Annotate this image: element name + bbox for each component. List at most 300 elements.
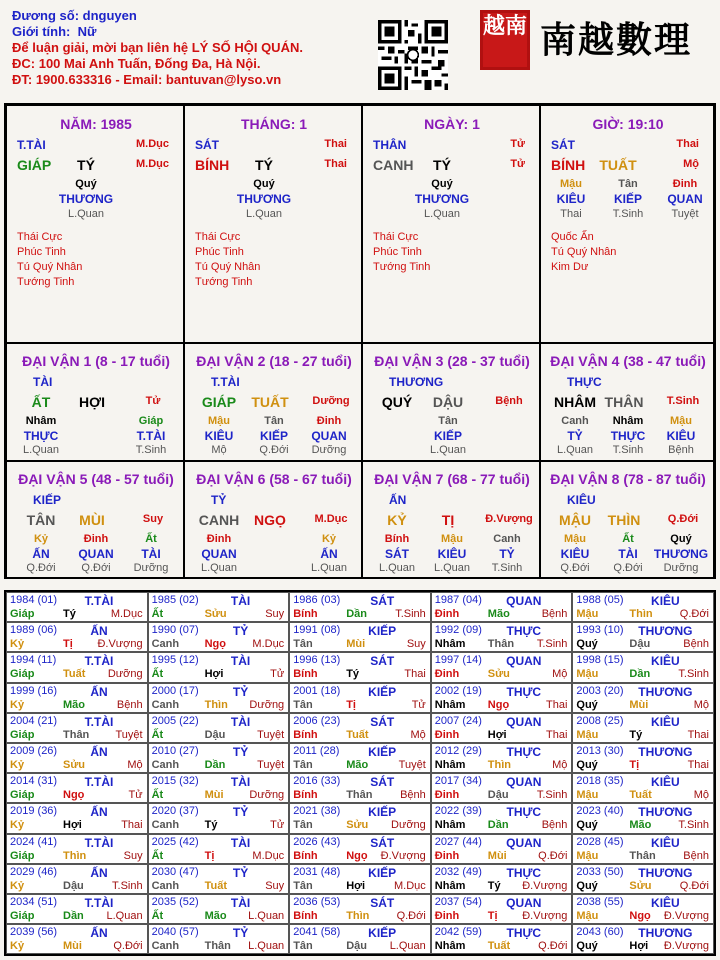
year-stage: Đ.Vượng bbox=[522, 879, 568, 892]
heavenly-stem: BÍNH bbox=[551, 157, 586, 173]
dai-van-stem: KỶ bbox=[387, 512, 407, 528]
year-ten-god: T.TÀI bbox=[84, 714, 114, 729]
dai-van-stem: TÂN bbox=[26, 512, 56, 528]
year-stem: Bính bbox=[293, 728, 318, 741]
annual-luck-grid bbox=[4, 590, 716, 956]
year-stage: T.Sinh bbox=[678, 668, 709, 681]
year-stem: Đinh bbox=[434, 789, 460, 802]
year-stage: Dưỡng bbox=[249, 698, 285, 711]
year-cell bbox=[6, 864, 148, 894]
hidden-stem: Quý bbox=[431, 178, 453, 190]
year-branch: Sửu bbox=[346, 819, 369, 832]
year-stem: Tân bbox=[293, 638, 313, 651]
year-cell bbox=[6, 683, 148, 713]
year-stage: Thai bbox=[687, 759, 709, 771]
year-label: 2036 (53) bbox=[293, 896, 341, 908]
dai-van-hidden-stem: Nhâm bbox=[612, 415, 644, 427]
dai-van-ten-god: T.TÀI bbox=[211, 375, 240, 389]
year-stem: Quý bbox=[576, 698, 598, 711]
year-branch: Dần bbox=[629, 668, 651, 681]
year-stem: Nhâm bbox=[434, 638, 466, 651]
special-star: Quốc Ấn bbox=[551, 231, 594, 243]
year-stage: Dưỡng bbox=[249, 789, 285, 802]
year-stem: Đinh bbox=[434, 910, 460, 922]
year-label: 2003 (20) bbox=[576, 684, 624, 697]
year-stage: Q.Đới bbox=[679, 879, 709, 892]
dai-van-title: ĐẠI VẬN 5 (48 - 57 tuổi) bbox=[18, 471, 174, 487]
year-ten-god: THƯƠNG bbox=[638, 926, 693, 941]
year-label: 2014 (31) bbox=[10, 775, 58, 788]
gender-value: Nữ bbox=[77, 24, 97, 39]
year-cell bbox=[289, 592, 431, 622]
year-cell bbox=[289, 773, 431, 803]
year-stage: Suy bbox=[265, 608, 285, 620]
year-cell bbox=[572, 622, 714, 652]
year-ten-god: ẤN bbox=[90, 624, 108, 639]
year-label: 2004 (21) bbox=[10, 714, 58, 727]
year-label: 2000 (17) bbox=[151, 684, 199, 697]
pillar-cell bbox=[362, 105, 540, 343]
year-label: 1998 (15) bbox=[576, 654, 624, 667]
dai-van-hidden-god: THỰC bbox=[23, 429, 59, 443]
stem-stage: Thai bbox=[676, 138, 699, 150]
year-cell bbox=[289, 864, 431, 894]
branch-stage: Thai bbox=[324, 158, 347, 170]
dai-van-stage: Q.Đới bbox=[667, 513, 699, 525]
year-label: 2029 (46) bbox=[10, 865, 58, 878]
year-ten-god: KIẾP bbox=[368, 624, 397, 639]
year-label: 2005 (22) bbox=[151, 714, 199, 727]
year-cell bbox=[289, 834, 431, 864]
year-branch: Tý bbox=[629, 728, 643, 741]
year-branch: Tuất bbox=[346, 728, 369, 741]
year-stem: Canh bbox=[151, 819, 180, 832]
year-stem: Mậu bbox=[576, 608, 599, 620]
pillar-title: THÁNG: 1 bbox=[240, 116, 308, 132]
year-stage: M.Dục bbox=[110, 608, 143, 620]
year-stage: Thai bbox=[687, 728, 709, 741]
pillar-title: NGÀY: 1 bbox=[424, 116, 480, 132]
special-star: Kim Dư bbox=[551, 261, 589, 273]
year-cell bbox=[6, 803, 148, 833]
year-stage: Tử bbox=[128, 789, 143, 802]
year-ten-god: KIÊU bbox=[651, 896, 680, 910]
dai-van-hidden-stem: Nhâm bbox=[25, 415, 57, 427]
dai-van-stage: Suy bbox=[142, 513, 164, 525]
dai-van-hidden-god: QUAN bbox=[311, 429, 347, 443]
dai-van-hidden-stem: Tân bbox=[438, 415, 458, 427]
year-cell bbox=[148, 773, 290, 803]
year-cell bbox=[431, 864, 573, 894]
dai-van-title: ĐẠI VẬN 7 (68 - 77 tuổi) bbox=[374, 471, 530, 487]
phone-email-line: ĐT: 1900.633316 - Email: bantuvan@lyso.vn bbox=[12, 72, 282, 87]
year-cell bbox=[289, 894, 431, 924]
dai-van-hidden-god: QUAN bbox=[201, 547, 237, 561]
dai-van-hidden-stem: Mậu bbox=[208, 415, 230, 427]
ten-god-stem: SÁT bbox=[195, 138, 219, 152]
year-label: 2010 (27) bbox=[151, 745, 199, 757]
year-stage: Bệnh bbox=[683, 849, 709, 862]
chart-header bbox=[12, 8, 303, 88]
year-ten-god: TỶ bbox=[232, 805, 249, 820]
stem-stage: Tử bbox=[510, 138, 525, 150]
dai-van-life-stage: T.Sinh bbox=[612, 444, 644, 456]
year-label: 2002 (19) bbox=[434, 684, 482, 697]
dai-van-stage: M.Dục bbox=[314, 513, 348, 525]
year-label: 2040 (57) bbox=[151, 926, 199, 939]
hidden-ten-god: THƯƠNG bbox=[236, 192, 292, 206]
year-label: 2041 (58) bbox=[293, 926, 341, 939]
year-branch: Hợi bbox=[346, 879, 366, 892]
year-stage: Thai bbox=[545, 698, 568, 711]
year-stage: L.Quan bbox=[248, 910, 285, 922]
dai-van-title: ĐẠI VẬN 4 (38 - 47 tuổi) bbox=[550, 353, 706, 369]
year-branch: Dậu bbox=[487, 789, 509, 802]
year-stem: Nhâm bbox=[434, 759, 466, 771]
gender-label: Giới tính: bbox=[12, 24, 71, 39]
year-label: 2038 (55) bbox=[576, 896, 624, 908]
year-stage: Đ.Vượng bbox=[97, 638, 143, 651]
dai-van-branch: HỢI bbox=[79, 394, 105, 410]
year-cell bbox=[289, 622, 431, 652]
year-ten-god: QUAN bbox=[506, 835, 542, 850]
year-ten-god: SÁT bbox=[370, 775, 395, 790]
dai-van-hidden-god: TỶ bbox=[499, 547, 515, 561]
dai-van-life-stage: Dưỡng bbox=[311, 444, 347, 456]
pillar-cell bbox=[6, 105, 184, 343]
dai-van-ten-god: THỰC bbox=[567, 375, 602, 389]
year-label: 2007 (24) bbox=[434, 714, 482, 727]
year-stem: Kỷ bbox=[10, 940, 25, 953]
year-stem: Quý bbox=[576, 819, 598, 832]
dai-van-stem: ẤT bbox=[31, 394, 51, 410]
year-ten-god: THỰC bbox=[506, 805, 542, 820]
life-stage: Thai bbox=[560, 208, 582, 220]
year-cell bbox=[431, 924, 573, 954]
year-cell bbox=[289, 683, 431, 713]
year-ten-god: QUAN bbox=[506, 654, 542, 669]
year-label: 2001 (18) bbox=[293, 684, 341, 697]
year-branch: Dậu bbox=[629, 638, 651, 651]
life-stage: Tuyệt bbox=[671, 208, 699, 220]
year-stem: Bính bbox=[293, 608, 318, 620]
year-ten-god: TÀI bbox=[230, 714, 251, 729]
year-stage: Thai bbox=[121, 819, 143, 832]
dai-van-life-stage: Dưỡng bbox=[133, 562, 169, 574]
year-cell bbox=[289, 743, 431, 773]
hidden-ten-god: THƯƠNG bbox=[58, 192, 114, 206]
hidden-stem: Mậu bbox=[560, 178, 582, 190]
year-branch: Sửu bbox=[204, 608, 227, 620]
dai-van-hidden-god: ẤN bbox=[32, 547, 50, 561]
dai-van-branch: THÌN bbox=[607, 512, 641, 528]
year-branch: Thìn bbox=[487, 759, 512, 771]
year-branch: Tuất bbox=[63, 668, 86, 681]
dai-van-hidden-god: KIÊU bbox=[560, 547, 590, 561]
year-stem: Kỷ bbox=[10, 879, 25, 892]
year-stem: Kỷ bbox=[10, 638, 25, 651]
year-label: 2027 (44) bbox=[434, 835, 482, 848]
year-stem: Mậu bbox=[576, 668, 599, 681]
year-label: 1990 (07) bbox=[151, 624, 199, 637]
year-ten-god: THƯƠNG bbox=[638, 624, 693, 639]
year-branch: Tý bbox=[346, 668, 360, 681]
year-label: 1992 (09) bbox=[434, 624, 482, 637]
year-label: 2015 (32) bbox=[151, 775, 199, 788]
year-cell bbox=[289, 803, 431, 833]
year-ten-god: KIẾP bbox=[368, 684, 397, 699]
year-branch: Tuất bbox=[629, 789, 652, 802]
year-branch: Tị bbox=[204, 849, 215, 862]
year-stem: Mậu bbox=[576, 849, 599, 862]
year-cell bbox=[6, 773, 148, 803]
year-cell bbox=[572, 592, 714, 622]
dai-van-hidden-god: KIÊU bbox=[204, 429, 234, 443]
year-branch: Hợi bbox=[204, 668, 224, 681]
dai-van-life-stage: Q.Đới bbox=[613, 562, 643, 574]
year-cell bbox=[6, 622, 148, 652]
dai-van-branch: DẬU bbox=[432, 394, 464, 410]
year-cell bbox=[6, 713, 148, 743]
year-cell bbox=[431, 743, 573, 773]
earthly-branch: TUẤT bbox=[599, 157, 637, 173]
year-ten-god: THỰC bbox=[506, 745, 542, 759]
year-stage: Đ.Vượng bbox=[663, 910, 709, 922]
year-stage: M.Dục bbox=[252, 638, 285, 651]
year-stage: Tử bbox=[411, 698, 426, 711]
dai-van-ten-god: TỶ bbox=[211, 493, 227, 507]
special-star: Thái Cực bbox=[373, 231, 419, 243]
dai-van-life-stage: L.Quan bbox=[378, 562, 416, 574]
dai-van-hidden-stem: Kỷ bbox=[33, 533, 49, 545]
year-cell bbox=[572, 924, 714, 954]
year-ten-god: ẤN bbox=[90, 745, 108, 759]
heavenly-stem: GIÁP bbox=[17, 157, 52, 173]
year-ten-god: TÀI bbox=[230, 594, 251, 608]
year-branch: Dần bbox=[487, 819, 509, 832]
year-stem: Ất bbox=[151, 668, 164, 681]
year-stem: Giáp bbox=[10, 849, 35, 862]
dai-van-life-stage: L.Quan bbox=[556, 444, 594, 456]
year-ten-god: KIÊU bbox=[651, 775, 680, 790]
dai-van-stem: GIÁP bbox=[201, 394, 237, 410]
hidden-stem: Quý bbox=[75, 178, 97, 190]
special-star: Phúc Tinh bbox=[373, 246, 422, 258]
year-cell bbox=[148, 652, 290, 682]
dai-van-life-stage: T.Sinh bbox=[491, 562, 523, 574]
year-ten-god: T.TÀI bbox=[84, 654, 114, 669]
dai-van-stage: T.Sinh bbox=[666, 395, 700, 407]
year-ten-god: SÁT bbox=[370, 654, 395, 669]
year-branch: Ngọ bbox=[487, 698, 510, 711]
year-label: 2006 (23) bbox=[293, 714, 341, 727]
year-cell bbox=[431, 894, 573, 924]
year-stage: M.Dục bbox=[394, 879, 426, 892]
year-stage: M.Dục bbox=[252, 849, 285, 862]
year-label: 1984 (01) bbox=[10, 594, 58, 606]
year-branch: Dần bbox=[346, 608, 367, 620]
year-stage: Đ.Vượng bbox=[663, 940, 709, 953]
year-stage: Mộ bbox=[693, 698, 709, 711]
dai-van-life-stage: L.Quan bbox=[429, 444, 467, 456]
year-branch: Thân bbox=[629, 849, 656, 862]
year-stage: T.Sinh bbox=[112, 879, 143, 892]
year-branch: Mùi bbox=[204, 789, 224, 802]
year-stage: L.Quan bbox=[106, 910, 143, 922]
year-cell bbox=[148, 803, 290, 833]
year-ten-god: KIẾP bbox=[368, 926, 397, 941]
year-stem: Canh bbox=[151, 759, 180, 771]
year-stem: Mậu bbox=[576, 789, 599, 802]
year-stem: Canh bbox=[151, 879, 180, 892]
dai-van-life-stage: L.Quan bbox=[433, 562, 471, 574]
year-branch: Mùi bbox=[487, 849, 507, 862]
year-branch: Dậu bbox=[346, 940, 367, 953]
year-ten-god: ẤN bbox=[90, 684, 108, 699]
year-cell bbox=[148, 924, 290, 954]
hidden-stem: Quý bbox=[253, 178, 275, 190]
dai-van-life-stage: Mộ bbox=[211, 444, 227, 456]
year-ten-god: ẤN bbox=[90, 805, 108, 820]
year-stage: Q.Đới bbox=[679, 608, 709, 620]
year-ten-god: TỶ bbox=[232, 745, 249, 759]
special-star: Tướng Tinh bbox=[373, 261, 431, 273]
year-label: 2032 (49) bbox=[434, 865, 482, 878]
dai-van-life-stage: Q.Đới bbox=[560, 562, 590, 574]
year-ten-god: THƯƠNG bbox=[638, 865, 693, 880]
year-branch: Tị bbox=[63, 638, 73, 651]
dai-van-hidden-stem: Mậu bbox=[670, 415, 692, 427]
dai-van-branch: THÂN bbox=[604, 394, 644, 410]
year-label: 1989 (06) bbox=[10, 624, 58, 637]
heavenly-stem: CANH bbox=[373, 157, 414, 173]
year-ten-god: QUAN bbox=[506, 714, 542, 729]
dai-van-stem: CANH bbox=[198, 512, 240, 528]
year-branch: Thìn bbox=[346, 910, 370, 922]
dai-van-ten-god: THƯƠNG bbox=[389, 375, 444, 389]
year-stem: Tân bbox=[293, 879, 313, 892]
year-stage: Tuyệt bbox=[115, 728, 143, 741]
dai-van-stage: Đ.Vượng bbox=[485, 513, 533, 525]
dai-van-stem: QUÝ bbox=[381, 394, 413, 410]
year-stage: Tuyệt bbox=[257, 728, 285, 741]
year-stem: Kỷ bbox=[10, 819, 25, 832]
year-ten-god: T.TÀI bbox=[84, 775, 114, 790]
year-branch: Thân bbox=[346, 789, 373, 802]
special-star: Thái Cực bbox=[17, 231, 63, 243]
year-branch: Tị bbox=[346, 698, 356, 711]
year-stem: Ất bbox=[151, 789, 164, 802]
year-stage: Đ.Vượng bbox=[380, 849, 426, 862]
year-stem: Giáp bbox=[10, 910, 35, 922]
year-label: 2043 (60) bbox=[576, 926, 624, 939]
dai-van-hidden-stem: Canh bbox=[561, 415, 589, 427]
dai-van-cell bbox=[6, 343, 184, 461]
earthly-branch: TÝ bbox=[255, 157, 273, 173]
year-stage: Mộ bbox=[127, 759, 143, 771]
dai-van-branch: NGỌ bbox=[254, 512, 286, 528]
year-branch: Sửu bbox=[629, 879, 652, 892]
dai-van-life-stage: T.Sinh bbox=[135, 444, 167, 456]
year-ten-god: ẤN bbox=[90, 865, 108, 880]
year-ten-god: THƯƠNG bbox=[638, 745, 693, 759]
year-cell bbox=[148, 894, 290, 924]
year-stage: Bệnh bbox=[683, 638, 709, 651]
hidden-stem: Đinh bbox=[672, 178, 698, 190]
year-stem: Tân bbox=[293, 759, 313, 771]
year-label: 2031 (48) bbox=[293, 865, 341, 878]
special-star: Tướng Tinh bbox=[195, 276, 253, 288]
year-branch: Sửu bbox=[63, 759, 86, 771]
dai-van-stage: Bệnh bbox=[495, 395, 523, 407]
dai-van-hidden-stem: Đinh bbox=[316, 415, 342, 427]
year-stem: Nhâm bbox=[434, 819, 466, 832]
dai-van-life-stage: L.Quan bbox=[200, 562, 238, 574]
hidden-ten-god: KIẾP bbox=[613, 192, 643, 206]
dai-van-stage: Dưỡng bbox=[312, 395, 350, 407]
year-branch: Mùi bbox=[63, 940, 82, 953]
year-ten-god: KIẾP bbox=[368, 865, 397, 880]
dai-van-cell bbox=[362, 343, 540, 461]
year-label: 1986 (03) bbox=[293, 594, 341, 606]
year-branch: Tị bbox=[629, 759, 640, 771]
dai-van-title: ĐẠI VẬN 1 (8 - 17 tuổi) bbox=[22, 353, 170, 369]
year-label: 2009 (26) bbox=[10, 745, 58, 757]
year-ten-god: TỶ bbox=[232, 684, 249, 699]
branch-stage: M.Dục bbox=[136, 158, 169, 170]
year-label: 1997 (14) bbox=[434, 654, 482, 667]
year-stage: Q.Đới bbox=[113, 940, 143, 953]
year-cell bbox=[148, 834, 290, 864]
year-branch: Tuất bbox=[204, 879, 227, 892]
dai-van-stage: Tử bbox=[145, 395, 161, 407]
year-stage: Q.Đới bbox=[538, 849, 568, 862]
year-branch: Ngọ bbox=[204, 638, 226, 651]
contact-line: Để luận giải, mời bạn liên hệ LÝ SỐ HỘI QUÁN. bbox=[12, 40, 303, 55]
year-branch: Thìn bbox=[63, 849, 87, 862]
year-stage: Tử bbox=[270, 668, 285, 681]
year-ten-god: QUAN bbox=[506, 594, 542, 608]
year-cell bbox=[6, 743, 148, 773]
dai-van-hidden-god: TỶ bbox=[567, 429, 583, 443]
year-stage: Suy bbox=[265, 879, 285, 892]
heavenly-stem: BÍNH bbox=[195, 157, 230, 173]
year-stem: Tân bbox=[293, 819, 313, 832]
year-cell bbox=[6, 924, 148, 954]
dai-van-hidden-god: ẤN bbox=[320, 547, 338, 561]
year-cell bbox=[148, 713, 290, 743]
year-cell bbox=[431, 622, 573, 652]
dai-van-hidden-stem: Tân bbox=[264, 415, 284, 427]
year-branch: Mão bbox=[629, 819, 652, 832]
dai-van-hidden-god: KIÊU bbox=[666, 429, 696, 443]
dai-van-cell bbox=[540, 343, 714, 461]
year-ten-god: ẤN bbox=[90, 926, 108, 941]
year-stage: Q.Đới bbox=[396, 910, 426, 922]
dai-van-hidden-stem: Ất bbox=[145, 533, 157, 545]
year-label: 2028 (45) bbox=[576, 835, 624, 848]
year-stem: Ất bbox=[151, 849, 164, 862]
year-label: 2018 (35) bbox=[576, 775, 624, 788]
year-cell bbox=[572, 713, 714, 743]
dai-van-title: ĐẠI VẬN 2 (18 - 27 tuổi) bbox=[196, 353, 352, 369]
year-branch: Thìn bbox=[629, 608, 653, 620]
year-cell bbox=[6, 834, 148, 864]
dai-van-stem: MẬU bbox=[559, 512, 591, 528]
year-label: 2035 (52) bbox=[151, 896, 199, 908]
year-stem: Nhâm bbox=[434, 698, 466, 711]
dai-van-cell bbox=[184, 461, 362, 579]
